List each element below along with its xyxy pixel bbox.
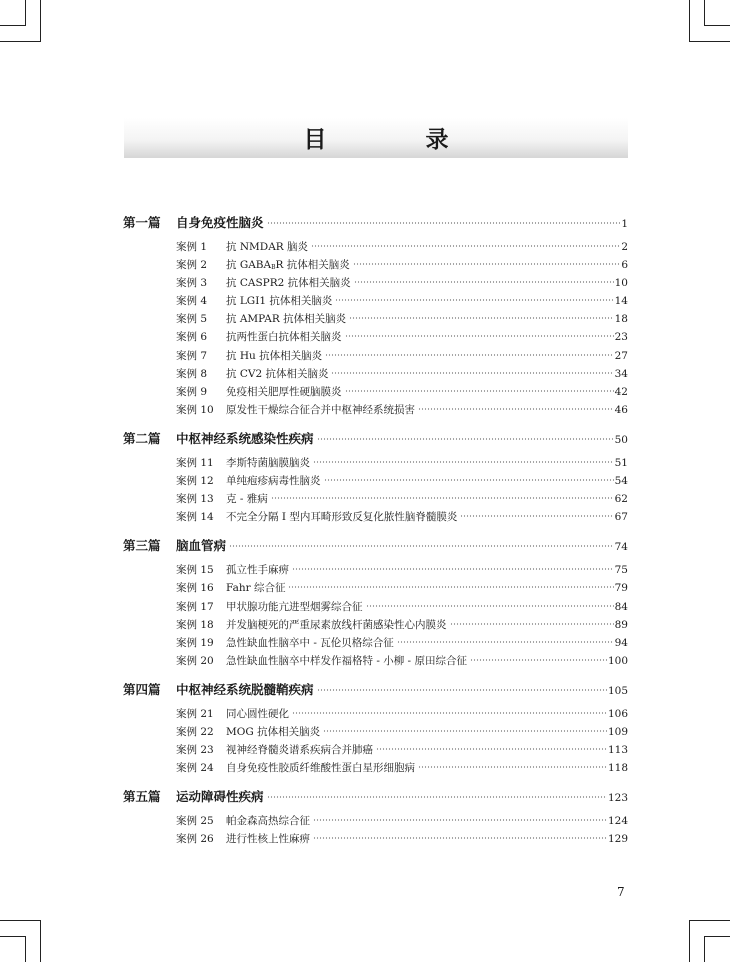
dot-leader	[271, 496, 614, 500]
case-title: 抗 LGI1 抗体相关脑炎	[226, 295, 333, 308]
toc-part-entry[interactable]	[123, 787, 628, 805]
case-title: 原发性干燥综合征合并中枢神经系统损害	[226, 403, 415, 416]
dot-leader	[418, 765, 607, 769]
case-page-number: 23	[614, 331, 628, 344]
case-page-number: 42	[614, 385, 628, 398]
case-number: 案例 2	[176, 259, 208, 272]
table-of-contents	[123, 213, 628, 849]
case-number: 案例 3	[176, 277, 208, 290]
toc-case-entry[interactable]	[176, 742, 628, 760]
case-number: 案例 25	[176, 815, 214, 828]
toc-case-entry[interactable]	[176, 257, 628, 275]
dot-leader	[450, 622, 614, 626]
spacer	[123, 420, 628, 429]
case-number: 案例 24	[176, 762, 214, 775]
part-number: 第三篇	[123, 538, 161, 554]
toc-case-entry[interactable]	[176, 473, 628, 491]
toc-case-entry[interactable]	[176, 760, 628, 778]
case-title: 克 - 雅病	[226, 493, 268, 506]
case-title: 并发脑梗死的严重尿素放线杆菌感染性心内膜炎	[226, 618, 447, 631]
dot-leader	[353, 262, 621, 266]
spacer	[123, 447, 628, 455]
toc-part-entry[interactable]	[123, 213, 628, 231]
toc-case-entry[interactable]	[176, 384, 628, 402]
crop-mark	[704, 936, 730, 937]
part-title: 中枢神经系统脱髓鞘疾病	[176, 681, 314, 697]
case-title: MOG 抗体相关脑炎	[226, 725, 321, 738]
crop-mark	[689, 920, 690, 962]
case-title: 抗两性蛋白抗体相关脑炎	[226, 331, 342, 344]
dot-leader	[376, 747, 607, 751]
case-page-number: 18	[614, 313, 628, 326]
dot-leader	[397, 640, 614, 644]
case-page-number: 2	[621, 241, 628, 253]
case-title: 进行性核上性麻痹	[226, 833, 310, 846]
dot-leader	[345, 334, 614, 338]
part-page-number: 50	[614, 433, 628, 446]
dot-leader	[325, 353, 614, 357]
page-number: 7	[617, 885, 625, 899]
part-number: 第二篇	[123, 430, 161, 446]
toc-case-entry[interactable]	[176, 813, 628, 831]
case-page-number: 54	[614, 475, 628, 488]
part-page-number: 105	[607, 684, 628, 697]
case-page-number: 129	[607, 833, 628, 846]
crop-mark	[704, 25, 730, 26]
crop-mark	[40, 0, 41, 42]
part-title: 中枢神经系统感染性疾病	[176, 430, 314, 446]
spacer	[123, 805, 628, 813]
spacer	[123, 778, 628, 787]
case-title: 甲状腺功能亢进型烟雾综合征	[226, 600, 363, 613]
dot-leader	[313, 460, 614, 464]
toc-case-entry[interactable]	[176, 617, 628, 635]
dot-leader	[418, 407, 614, 411]
toc-case-entry[interactable]	[176, 653, 628, 671]
toc-case-entry[interactable]	[176, 635, 628, 653]
toc-part-entry[interactable]	[123, 536, 628, 554]
toc-case-entry[interactable]	[176, 311, 628, 329]
part-page-number: 123	[607, 792, 628, 805]
case-title: 视神经脊髓炎谱系疾病合并肺癌	[226, 744, 373, 757]
crop-mark	[25, 936, 26, 962]
dot-leader	[470, 658, 607, 662]
crop-mark	[40, 920, 41, 962]
toc-case-entry[interactable]	[176, 293, 628, 311]
crop-mark	[0, 25, 26, 26]
toc-case-entry[interactable]	[176, 562, 628, 580]
case-number: 案例 15	[176, 564, 214, 577]
case-page-number: 124	[607, 815, 628, 828]
crop-mark	[689, 41, 730, 42]
dot-leader	[331, 371, 613, 375]
dot-leader	[311, 244, 620, 248]
case-number: 案例 11	[176, 456, 214, 469]
case-title: 抗 $GABA_BR$ 抗体相关脑炎	[226, 259, 350, 272]
case-page-number: 67	[614, 511, 628, 524]
dot-leader	[366, 604, 614, 608]
part-page-number: 74	[614, 541, 628, 554]
toc-case-entry[interactable]	[176, 348, 628, 366]
case-page-number: 118	[607, 762, 628, 775]
toc-case-entry[interactable]	[176, 831, 628, 849]
case-title: 抗 Hu 抗体相关脑炎	[226, 349, 323, 362]
spacer	[123, 231, 628, 239]
case-number: 案例 23	[176, 744, 214, 757]
dot-leader	[288, 585, 613, 589]
part-title: 脑血管病	[176, 538, 227, 554]
dot-leader	[313, 836, 607, 840]
case-title: 抗 CV2 抗体相关脑炎	[226, 367, 329, 380]
case-number: 案例 21	[176, 707, 214, 720]
case-number: 案例 10	[176, 403, 214, 416]
case-page-number: 100	[607, 654, 628, 667]
case-number: 案例 4	[176, 295, 208, 308]
case-title: 帕金森高热综合征	[226, 815, 310, 828]
case-number: 案例 22	[176, 725, 214, 738]
spacer	[123, 527, 628, 536]
case-title: 抗 CASPR2 抗体相关脑炎	[226, 277, 351, 290]
dot-leader	[354, 280, 614, 284]
dot-leader	[345, 389, 614, 393]
dot-leader	[323, 729, 607, 733]
case-title: 自身免疫性胶质纤维酸性蛋白星形细胞病	[226, 762, 415, 775]
toc-case-entry[interactable]	[176, 275, 628, 293]
toc-case-entry[interactable]	[176, 329, 628, 347]
toc-case-entry[interactable]	[176, 509, 628, 527]
case-page-number: 46	[614, 403, 628, 416]
title-band	[124, 118, 628, 158]
case-title: 单纯疱疹病毒性脑炎	[226, 475, 321, 488]
case-number: 案例 8	[176, 367, 208, 380]
case-page-number: 27	[614, 349, 628, 362]
crop-mark	[704, 936, 705, 962]
part-title: 自身免疫性脑炎	[176, 215, 264, 230]
toc-case-entry[interactable]	[176, 239, 628, 257]
case-number: 案例 6	[176, 331, 208, 344]
part-title: 运动障碍性疾病	[176, 789, 264, 805]
case-title: 不完全分隔 I 型内耳畸形致反复化脓性脑脊髓膜炎	[226, 511, 458, 524]
crop-mark	[0, 936, 26, 937]
case-page-number: 89	[614, 618, 628, 631]
case-number: 案例 26	[176, 833, 214, 846]
case-page-number: 34	[614, 367, 628, 380]
crop-mark	[704, 0, 705, 26]
toc-case-entry[interactable]	[176, 724, 628, 742]
case-page-number: 10	[614, 277, 628, 290]
spacer	[123, 698, 628, 706]
dot-leader	[317, 688, 607, 692]
case-title: 孤立性手麻痹	[226, 564, 289, 577]
case-number: 案例 7	[176, 349, 208, 362]
case-number: 案例 16	[176, 582, 214, 595]
case-number: 案例 14	[176, 511, 214, 524]
case-title: 抗 NMDAR 脑炎	[226, 241, 309, 253]
dot-leader	[349, 316, 614, 320]
case-page-number: 109	[607, 725, 628, 738]
dot-leader	[317, 437, 614, 441]
case-title: 李斯特菌脑膜脑炎	[226, 456, 310, 469]
dot-leader	[460, 514, 613, 518]
case-number: 案例 12	[176, 475, 214, 488]
dot-leader	[335, 298, 613, 302]
page-title: 目 录	[303, 127, 487, 153]
crop-mark	[689, 0, 690, 42]
case-page-number: 75	[614, 564, 628, 577]
part-page-number: 1	[621, 218, 628, 230]
crop-mark	[689, 920, 730, 921]
case-page-number: 94	[614, 636, 628, 649]
toc-case-entry[interactable]	[176, 580, 628, 598]
case-number: 案例 9	[176, 385, 208, 398]
part-number: 第一篇	[123, 215, 161, 230]
case-page-number: 106	[607, 707, 628, 720]
spacer	[123, 554, 628, 562]
case-title: 同心圆性硬化	[226, 707, 289, 720]
part-number: 第四篇	[123, 681, 161, 697]
dot-leader	[324, 478, 614, 482]
toc-part-entry[interactable]	[123, 680, 628, 698]
case-title: 抗 AMPAR 抗体相关脑炎	[226, 313, 347, 326]
part-number: 第五篇	[123, 789, 161, 805]
toc-case-entry[interactable]	[176, 366, 628, 384]
spacer	[123, 671, 628, 680]
case-title: 急性缺血性脑卒中样发作福格特 - 小柳 - 原田综合征	[226, 654, 467, 667]
crop-mark	[0, 41, 41, 42]
case-number: 案例 20	[176, 654, 214, 667]
case-page-number: 79	[614, 582, 628, 595]
case-title: 免疫相关肥厚性硬脑膜炎	[226, 385, 342, 398]
case-page-number: 6	[621, 259, 628, 272]
case-number: 案例 17	[176, 600, 214, 613]
case-number: 案例 19	[176, 636, 214, 649]
case-page-number: 113	[607, 744, 628, 757]
toc-case-entry[interactable]	[176, 455, 628, 473]
toc-case-entry[interactable]	[176, 706, 628, 724]
case-number: 案例 5	[176, 313, 208, 326]
case-number: 案例 1	[176, 241, 208, 253]
case-page-number: 84	[614, 600, 628, 613]
case-title: 急性缺血性脑卒中 - 瓦伦贝格综合征	[226, 636, 394, 649]
case-page-number: 51	[614, 456, 628, 469]
crop-mark	[0, 920, 41, 921]
dot-leader	[292, 567, 614, 571]
dot-leader	[267, 221, 621, 225]
toc-case-entry[interactable]	[176, 599, 628, 617]
toc-part-entry[interactable]	[123, 429, 628, 447]
crop-mark	[25, 0, 26, 26]
dot-leader	[292, 711, 607, 715]
dot-leader	[267, 795, 607, 799]
toc-case-entry[interactable]	[176, 402, 628, 420]
dot-leader	[229, 544, 614, 548]
case-number: 案例 13	[176, 493, 214, 506]
case-page-number: 14	[614, 295, 628, 308]
case-page-number: 62	[614, 493, 628, 506]
case-title: Fahr 综合征	[226, 582, 286, 595]
case-number: 案例 18	[176, 618, 214, 631]
toc-case-entry[interactable]	[176, 491, 628, 509]
dot-leader	[313, 818, 607, 822]
